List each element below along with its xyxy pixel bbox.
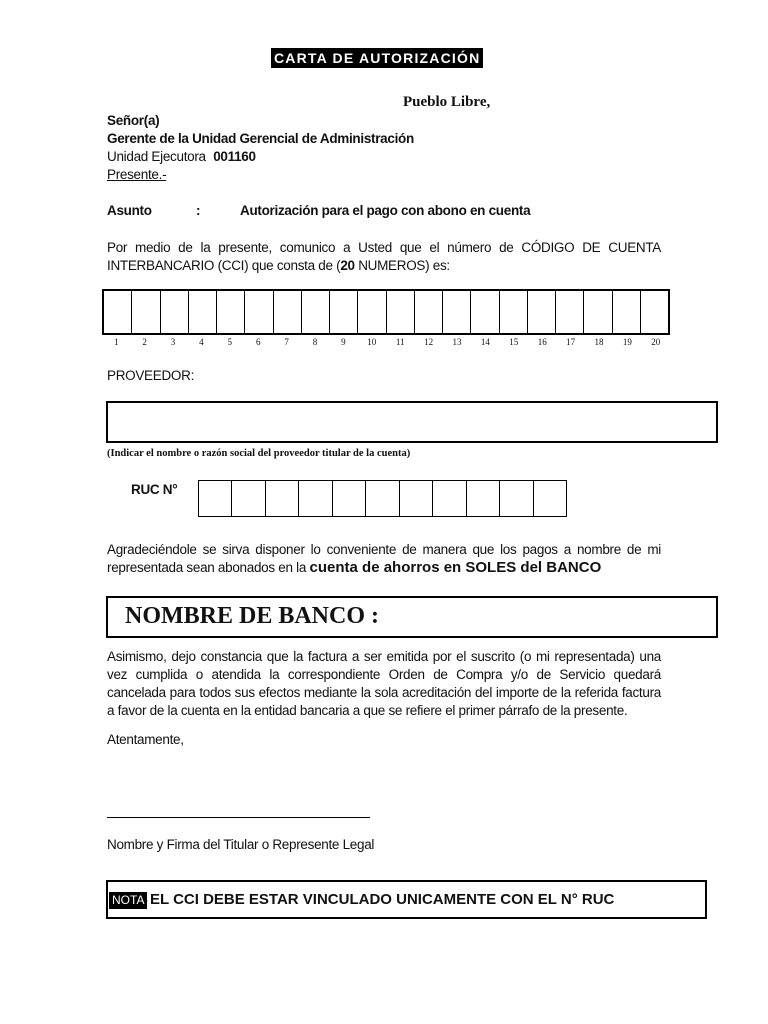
recipient-position: Gerente de la Unidad Gerencial de Administración <box>107 131 414 146</box>
cci-digit-number: 10 <box>367 337 377 347</box>
ruc-digit-box[interactable] <box>534 481 566 516</box>
thanks-text-a: Agradeciéndole se sirva disponer lo conveniente de manera que los pagos a nombre de mi representada sean abonados en la <box>107 542 661 575</box>
cci-digit-number: 17 <box>566 337 576 347</box>
cci-input-grid[interactable] <box>102 289 670 335</box>
thanks-paragraph <box>107 541 661 577</box>
cci-digit-number: 8 <box>312 337 318 347</box>
asimismo-paragraph: Asimismo, dejo constancia que la factura a ser emitida por el suscrito (o mi representada) una vez cumplida o atendida la correspondiente Orden de Compra y/o de Servicio quedará cancelada para todos sus efectos mediante la sola acreditación del importe de la referida factura a favor de la cuenta en la entidad bancaria a que se refiere el primer párrafo de la presente. <box>107 649 661 718</box>
cci-digit-number: 14 <box>480 337 490 347</box>
ruc-label: RUC N° <box>131 482 178 497</box>
cci-digit-box[interactable] <box>189 291 217 333</box>
provider-hint: (Indicar el nombre o razón social del proveedor titular de la cuenta) <box>107 448 411 459</box>
cci-digit-box[interactable] <box>330 291 358 333</box>
cci-digit-number: 18 <box>594 337 604 347</box>
signature-line[interactable] <box>107 817 370 818</box>
salutation: Señor(a) <box>107 113 160 128</box>
cci-digit-box[interactable] <box>245 291 273 333</box>
cci-digit-box[interactable] <box>387 291 415 333</box>
cci-digit-box[interactable] <box>358 291 386 333</box>
intro-paragraph <box>107 239 661 275</box>
cci-digit-number: 7 <box>284 337 289 347</box>
cci-digit-number: 16 <box>537 337 547 347</box>
cci-digit-number: 1 <box>113 337 119 347</box>
cci-digit-box[interactable] <box>104 291 132 333</box>
provider-input-box[interactable] <box>106 401 718 443</box>
cci-digit-number: 6 <box>255 337 261 347</box>
ruc-digit-box[interactable] <box>366 481 399 516</box>
ruc-input-grid[interactable] <box>198 480 567 517</box>
bank-name-label: NOMBRE DE BANCO : <box>125 603 380 629</box>
cci-digit-number: 4 <box>199 337 204 347</box>
cci-digit-box[interactable] <box>302 291 330 333</box>
intro-text-b: NUMEROS) es: <box>354 258 450 273</box>
cci-digit-number: 15 <box>509 337 519 347</box>
subject-label: Asunto <box>107 203 152 218</box>
cci-digit-box[interactable] <box>415 291 443 333</box>
presente-line: Presente.- <box>107 167 167 182</box>
city-line: Pueblo Libre, <box>403 94 491 110</box>
signature-caption: Nombre y Firma del Titular o Represente Legal <box>107 837 375 852</box>
ruc-digit-box[interactable] <box>232 481 265 516</box>
cci-digit-box[interactable] <box>274 291 302 333</box>
provider-label: PROVEEDOR: <box>107 368 195 383</box>
cci-digit-box[interactable] <box>613 291 641 333</box>
thanks-text-b: cuenta de ahorros en SOLES del BANCO <box>309 559 602 576</box>
cci-digit-number: 2 <box>142 337 147 347</box>
unit-code: 001160 <box>213 149 256 164</box>
cci-digit-number: 3 <box>170 337 176 347</box>
cci-digit-number: 19 <box>622 337 632 347</box>
nota-tag: NOTA <box>109 892 147 909</box>
cci-digit-box[interactable] <box>161 291 189 333</box>
cci-digit-number: 12 <box>424 337 434 347</box>
subject-text: Autorización para el pago con abono en cuenta <box>240 203 531 218</box>
ruc-digit-box[interactable] <box>467 481 500 516</box>
document-title: CARTA DE AUTORIZACIÓN <box>271 48 483 68</box>
cci-digit-number: 11 <box>395 337 405 347</box>
nota-dash: - <box>144 893 148 907</box>
cci-digit-box[interactable] <box>584 291 612 333</box>
cci-digit-box[interactable] <box>217 291 245 333</box>
ruc-digit-box[interactable] <box>266 481 299 516</box>
intro-text-a: Por medio de la presente, comunico a Usted que el número de CÓDIGO DE CUENTA INTERBANCARIO (CCI) que consta de ( <box>107 240 661 273</box>
cci-digit-box[interactable] <box>528 291 556 333</box>
closing-text: Atentamente, <box>107 732 184 747</box>
intro-count: 20 <box>340 258 355 273</box>
cci-digit-box[interactable] <box>471 291 499 333</box>
cci-digit-box[interactable] <box>500 291 528 333</box>
ruc-digit-box[interactable] <box>433 481 466 516</box>
cci-digit-box[interactable] <box>641 291 668 333</box>
cci-digit-box[interactable] <box>132 291 160 333</box>
unit-line <box>107 149 256 164</box>
unit-label: Unidad Ejecutora <box>107 149 206 164</box>
nota-text: EL CCI DEBE ESTAR VINCULADO UNICAMENTE CON EL N° RUC <box>150 891 615 908</box>
ruc-digit-box[interactable] <box>199 481 232 516</box>
subject-colon: : <box>196 203 201 218</box>
cci-digit-box[interactable] <box>443 291 471 333</box>
ruc-digit-box[interactable] <box>400 481 433 516</box>
cci-digit-number: 13 <box>452 337 462 347</box>
cci-digit-number: 20 <box>651 337 661 347</box>
cci-digit-box[interactable] <box>556 291 584 333</box>
cci-digit-number: 5 <box>227 337 233 347</box>
ruc-digit-box[interactable] <box>333 481 366 516</box>
ruc-digit-box[interactable] <box>299 481 332 516</box>
cci-digit-number: 9 <box>341 337 346 347</box>
ruc-digit-box[interactable] <box>500 481 533 516</box>
